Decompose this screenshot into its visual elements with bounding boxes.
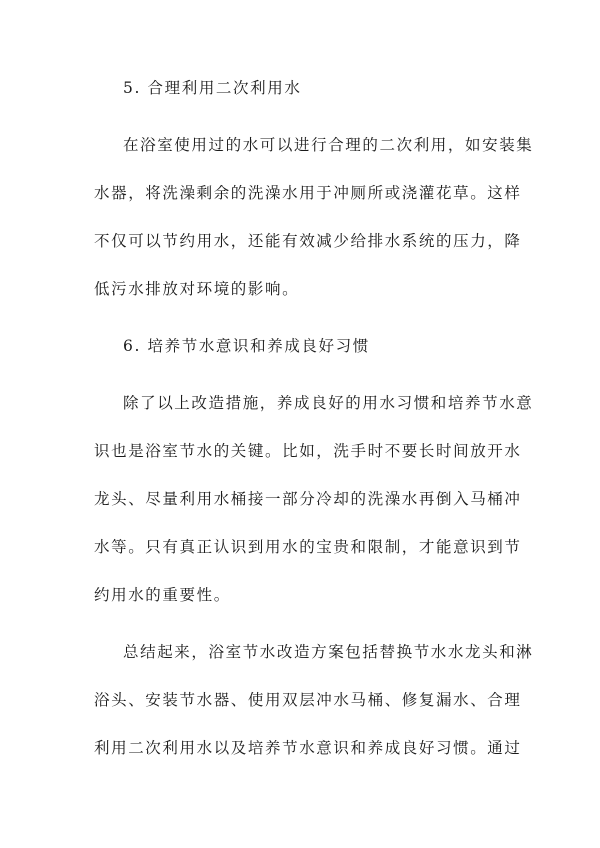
paragraph-line: 浴头、安装节水器、使用双层冲水马桶、修复漏水、合理 — [94, 691, 522, 709]
paragraph-line: 除了以上改造措施，养成良好的用水习惯和培养节水意 — [123, 394, 534, 412]
paragraph-line: 总结起来，浴室节水改造方案包括替换节水水龙头和淋 — [123, 643, 534, 661]
paragraph-line: 龙头、尽量利用水桶接一部分冷却的洗澡水再倒入马桶冲 — [94, 490, 522, 508]
paragraph-line: 识也是浴室节水的关键。比如，洗手时不要长时间放开水 — [94, 442, 522, 460]
paragraph-line: 水器，将洗澡剩余的洗澡水用于冲厕所或浇灌花草。这样 — [94, 184, 522, 202]
paragraph-line: 利用二次利用水以及培养节水意识和养成良好习惯。通过 — [94, 739, 522, 757]
section-heading-5: 5. 合理利用二次利用水 — [123, 79, 302, 97]
paragraph-line: 不仅可以节约用水，还能有效减少给排水系统的压力，降 — [94, 232, 522, 250]
paragraph-line: 在浴室使用过的水可以进行合理的二次利用，如安装集 — [123, 136, 534, 154]
paragraph-line: 水等。只有真正认识到用水的宝贵和限制，才能意识到节 — [94, 538, 522, 556]
paragraph-line: 约用水的重要性。 — [94, 586, 231, 604]
paragraph-line: 低污水排放对环境的影响。 — [94, 280, 300, 298]
section-heading-6: 6. 培养节水意识和养成良好习惯 — [123, 337, 370, 355]
